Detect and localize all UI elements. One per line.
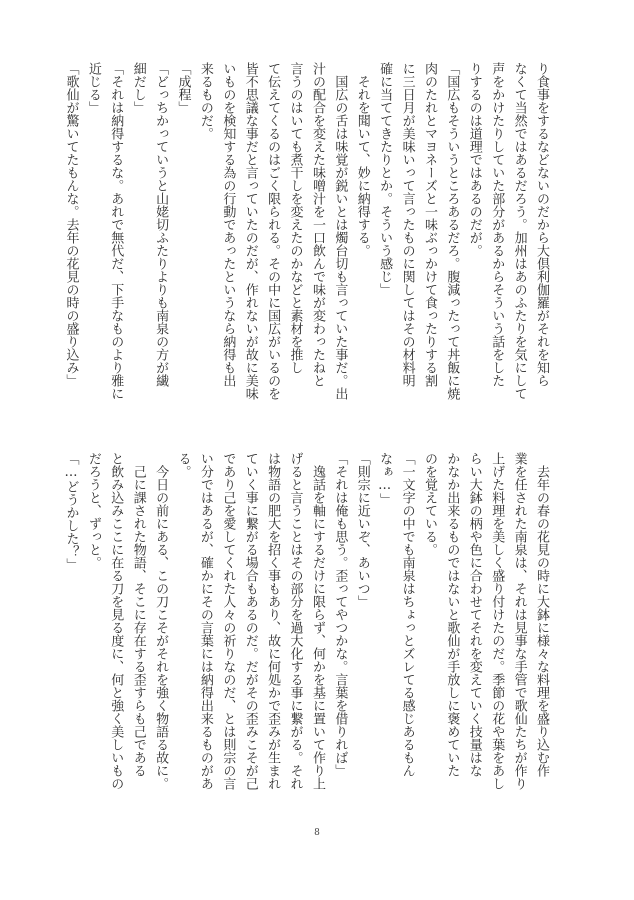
lower-text-block <box>63 452 552 808</box>
text-column: 言うのはいても煮干しを変えたのかなどと素材を推し <box>287 62 303 374</box>
text-column: ていく事に繋がる場合もあるのだ。だがその歪みこそが己 <box>242 452 258 790</box>
text-column: 「国広もそういうところあるだろ。腹減ったって丼飯に焼 <box>444 62 460 400</box>
text-column: 逸話を軸にするだけに限らず、何かを基に置いて作り上 <box>309 452 325 790</box>
text-column: 「成程」 <box>175 62 191 114</box>
text-column: る。 <box>175 452 191 478</box>
text-column: と飲み込みここに在る刀を見る度に、何と強く美しいもの <box>108 452 124 790</box>
text-column: 声をかけたりしていた部分があるからそういう話をした <box>489 62 505 387</box>
text-column: 己に課された物語、そこに存在する歪すらも己である <box>130 452 146 777</box>
text-column: 皆不思議な事だと言っていたのだが、作れないが故に美味 <box>242 62 258 400</box>
text-column: なくて当然ではあるだろう。加州はあのふたりを気にして <box>511 62 527 400</box>
text-column: げると言うことはその部分を過大化する事に繋がる。それ <box>287 452 303 790</box>
text-column: 来るものだ。 <box>197 62 213 140</box>
text-column: 「一文字の中でも南泉はちょっとズレてる感じあるもん <box>399 452 415 777</box>
page-number: 8 <box>314 828 320 838</box>
text-column: らい大鉢の柄や色に合わせてそれを変えていく技量はな <box>466 452 482 777</box>
text-column: 「則宗に近いぞ、あいつ」 <box>354 452 370 608</box>
upper-text-block <box>63 62 552 418</box>
text-column: のを覚えている。 <box>421 452 437 556</box>
text-column: 肉のたれとマヨネーズと一味ぶっかけて食ったりする割 <box>421 62 437 387</box>
text-column: 近じる」 <box>85 62 101 114</box>
text-column: 汁の配合を変えた味噌汁を一口飲んで味が変わったねと <box>309 62 325 387</box>
text-column: 「どっちかっていうと山姥切ふたりよりも南泉の方が繊 <box>153 62 169 387</box>
text-column: だろうと、ずっと。 <box>85 452 101 569</box>
text-column: 国広の舌は味覚が鋭いとは燭台切も言っていた事だ。出 <box>332 62 348 400</box>
text-column: それを聞いて、妙に納得する。 <box>354 62 370 257</box>
text-column: 「それは納得するな。あれで無代だ、下手なものより雅に <box>108 62 124 400</box>
text-column: り食事をするなどないのだから大倶利伽羅がそれを知ら <box>534 62 549 387</box>
text-column: 去年の春の花見の時に大鉢に様々な料理を盛り込む作 <box>534 452 549 777</box>
text-column: は物語の肥大を招く事もあり、故に何処かで歪みが生まれ <box>265 452 281 790</box>
text-column: 確に当ててきたりとか。そういう感じ」 <box>377 62 393 296</box>
text-column: 今日の前にある、この刀こそがそれを強く物語る故に。 <box>153 452 169 790</box>
text-column: い分ではあるが、確かにその言葉には納得出来るものがあ <box>197 452 213 790</box>
text-column: に三日月が美味いって言ったものに関してはその材料明 <box>399 62 415 387</box>
text-column: 細だし」 <box>130 62 146 114</box>
text-column: 業を任された南泉は、それは見事な手管で歌仙たちが作り <box>511 452 527 790</box>
text-column: 「歌仙が驚いてたもんな。去年の花見の時の盛り込み」 <box>63 62 79 387</box>
text-column: かなか出来るものではないと歌仙が手放しに褒めていた <box>444 452 460 777</box>
text-column: て伝えてくるのはごく限られる。その中に国広がいるのを <box>265 62 281 400</box>
text-column: であり己を愛してくれた人々の祈りなのだ、とは則宗の言 <box>220 452 236 790</box>
text-column: いものを検知する為の行動であったというなら納得も出 <box>220 62 236 387</box>
text-column: 「それは俺も思う。歪ってやつかな。言葉を借りれば」 <box>332 452 348 777</box>
text-column: 「…どうかした？」 <box>63 452 79 571</box>
text-column: りするのは道理ではあるのだが。 <box>466 62 482 257</box>
text-column: なぁ…」 <box>377 452 393 506</box>
text-column: 上げた料理を美しく盛り付けたのだ。季節の花や葉をあし <box>489 452 505 790</box>
